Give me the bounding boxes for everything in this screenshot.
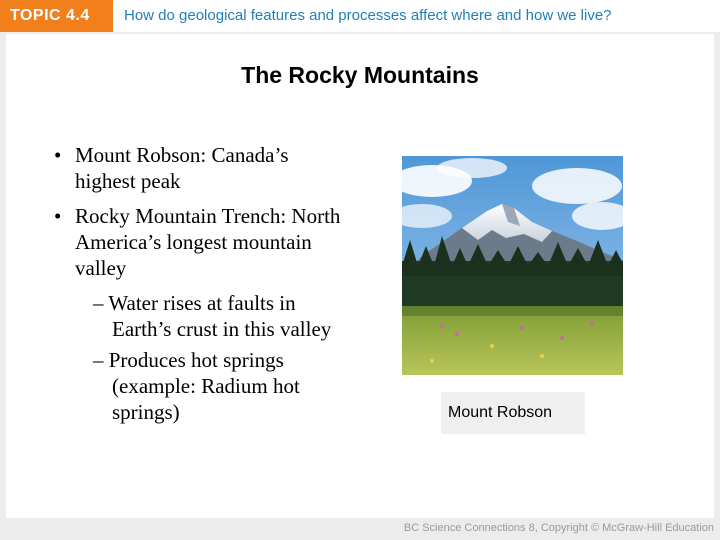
bullet-text: Mount Robson: Canada’s highest peak <box>75 143 289 193</box>
dash-glyph: – <box>93 291 104 315</box>
slide-title: The Rocky Mountains <box>241 62 479 88</box>
sub-bullet-text: Produces hot springs (example: Radium hot springs) <box>108 348 300 424</box>
bullet-glyph: • <box>54 143 62 167</box>
slide-content <box>6 34 714 518</box>
bullet-list <box>54 142 344 430</box>
sub-bullet-item <box>54 347 344 425</box>
topic-question: How do geological features and processes affect where and how we live? <box>124 7 612 24</box>
bullet-item <box>54 203 344 281</box>
mount-robson-photo <box>402 156 623 375</box>
bullet-glyph: • <box>54 204 62 228</box>
dash-glyph: – <box>93 348 104 372</box>
sub-bullet-item <box>54 290 344 342</box>
copyright-footer: BC Science Connections 8, Copyright © McGraw-Hill Education <box>403 522 714 534</box>
sub-bullet-text: Water rises at faults in Earth’s crust in this valley <box>108 291 332 341</box>
image-caption: Mount Robson <box>441 392 585 434</box>
bullet-text: Rocky Mountain Trench: North America’s longest mountain valley <box>75 204 341 280</box>
topic-header <box>0 0 720 32</box>
bullet-item <box>54 142 344 194</box>
topic-badge: TOPIC 4.4 <box>0 0 113 32</box>
